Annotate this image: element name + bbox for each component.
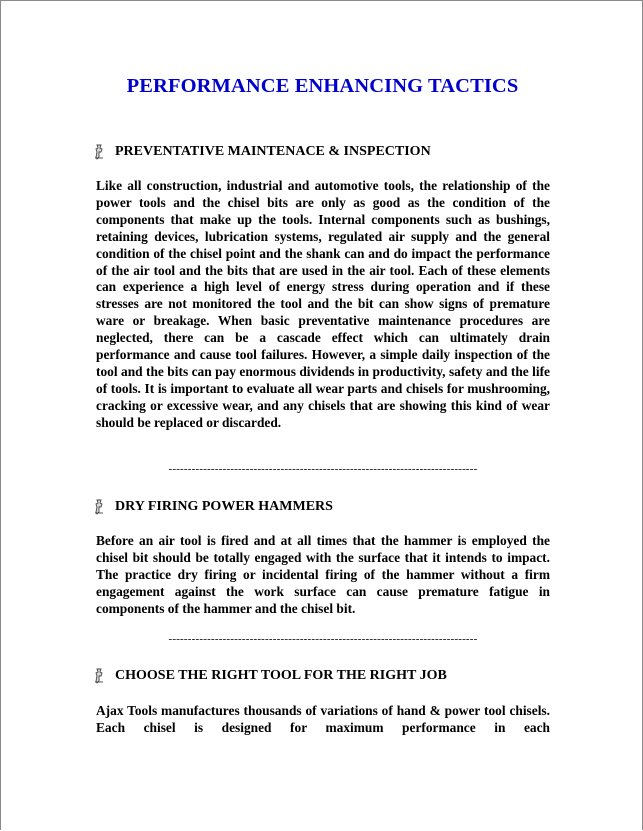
section-heading-text: PREVENTATIVE MAINTENACE & INSPECTION xyxy=(115,144,431,159)
section-divider: -------------------------------------------------------------------------------- xyxy=(168,633,478,645)
wrench-pin-icon xyxy=(94,499,106,515)
section-heading-text: CHOOSE THE RIGHT TOOL FOR THE RIGHT JOB xyxy=(115,668,447,683)
section-body-dry-firing: Before an air tool is fired and at all times that the hammer is employed the chisel bit should be totally engaged with the surface that it intends to impact. The practice dry firing or incidental firing of the hammer without a firm engagement against the work surface can cause premature fatigue in components of the hammer and the chisel bit. xyxy=(96,533,550,616)
wrench-pin-icon xyxy=(94,144,106,160)
section-heading-maintenance xyxy=(94,142,431,162)
section-heading-right-tool xyxy=(94,666,447,686)
section-heading-text: DRY FIRING POWER HAMMERS xyxy=(115,499,333,514)
section-body-right-tool: Ajax Tools manufactures thousands of variations of hand & power tool chisels. Each chisel is designed for maximum performance in each xyxy=(96,703,550,735)
page-title: PERFORMANCE ENHANCING TACTICS xyxy=(126,75,519,97)
section-heading-dry-firing xyxy=(94,497,333,517)
section-body-maintenance: Like all construction, industrial and automotive tools, the relationship of the power tools and the chisel bits are only as good as the condition of the components that make up the tools. Internal components such as bushings, retaining devices, lubrication systems, regulated air supply and the general condition of the chisel point and the shank can and do impact the performance of the air tool and the bits that are used in the air tool. Each of these elements can experience a high level of energy stress during operation and if these stresses are not monitored the tool and the bit can show signs of premature ware or breakage. When basic preventative maintenance procedures are neglected, there can be a cascade effect which can ultimately drain performance and cause tool failures. However, a simple daily inspection of the tool and the bits can pay enormous dividends in productivity, safety and the life of tools. It is important to evaluate all wear parts and chisels for mushrooming, cracking or excessive wear, and any chisels that are showing this kind of wear should be replaced or discarded. xyxy=(96,178,550,430)
wrench-pin-icon xyxy=(94,668,106,684)
section-divider: -------------------------------------------------------------------------------- xyxy=(168,463,478,475)
